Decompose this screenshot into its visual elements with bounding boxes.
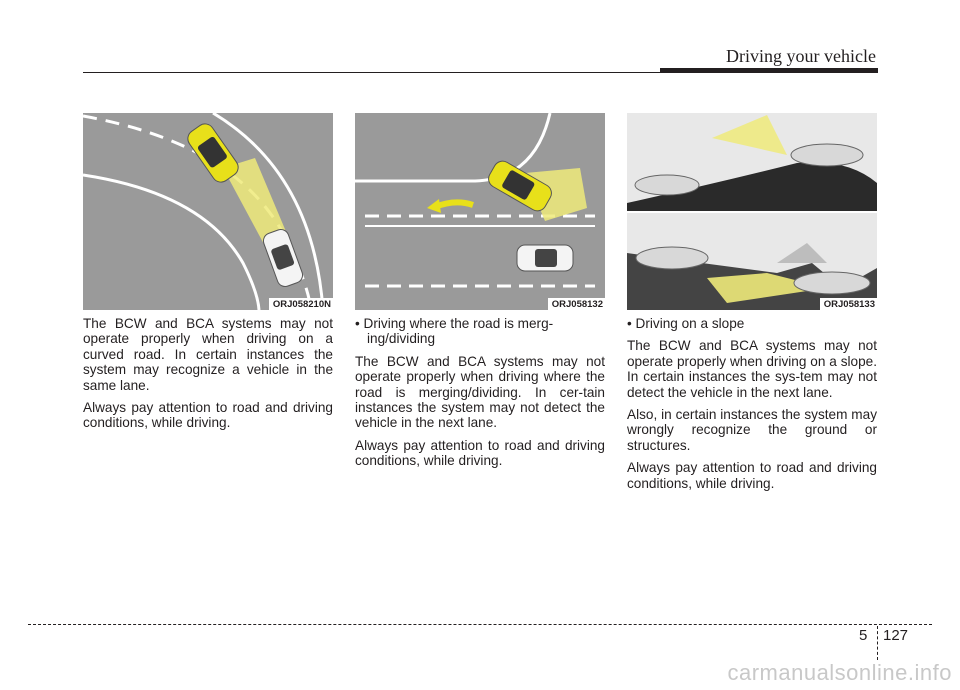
figure-caption: ORJ058210N <box>269 298 333 310</box>
paragraph: The BCW and BCA systems may not operate properly when driving on a slope. In certain instances the sys-tem may not detect the vehicle in the next lane. <box>627 338 877 400</box>
slope-illustration <box>627 113 877 310</box>
figure-merging-road <box>355 113 605 310</box>
paragraph: The BCW and BCA systems may not operate properly when driving where the road is merging/dividing. In cer-tain instances the system may not detect the vehicle in the next lane. <box>355 353 605 431</box>
header-rule-thick <box>660 68 878 73</box>
text-column-3 <box>627 316 877 498</box>
text-column-2 <box>355 316 605 476</box>
page-header-title: Driving your vehicle <box>726 46 876 66</box>
figure-caption: ORJ058132 <box>548 298 605 310</box>
car-lower-right-icon <box>794 272 870 294</box>
merging-road-illustration <box>355 113 605 310</box>
paragraph: Also, in certain instances the system may wrongly recognize the ground or structures. <box>627 407 877 453</box>
figure-curved-road <box>83 113 333 310</box>
car-lower-left-icon <box>636 247 708 269</box>
page-number: 127 <box>883 627 909 644</box>
car-upper-right-icon <box>791 144 863 166</box>
paragraph: Always pay attention to road and driving conditions, while driving. <box>355 437 605 469</box>
figure-caption: ORJ058133 <box>820 298 877 310</box>
page-number-separator <box>877 626 878 660</box>
curved-road-illustration <box>83 113 333 310</box>
footer-rule <box>28 624 932 625</box>
chapter-number: 5 <box>859 627 868 644</box>
paragraph: Always pay attention to road and driving conditions, while driving. <box>627 460 877 491</box>
header-rule <box>83 72 661 73</box>
paragraph: Always pay attention to road and driving conditions, while driving. <box>83 400 333 431</box>
car-upper-left-icon <box>635 175 699 195</box>
figure-slope <box>627 113 877 310</box>
bullet-item: • Driving where the road is merg-ing/dividing <box>355 316 554 347</box>
bullet-item: • Driving on a slope <box>627 316 745 331</box>
watermark-link[interactable]: carmanualsonline.info <box>727 660 952 685</box>
paragraph: The BCW and BCA systems may not operate properly when driving on a curved road. In certain instances the system may recognize a vehicle in the same lane. <box>83 316 333 393</box>
white-car-icon <box>517 245 573 271</box>
text-column-1 <box>83 316 333 438</box>
